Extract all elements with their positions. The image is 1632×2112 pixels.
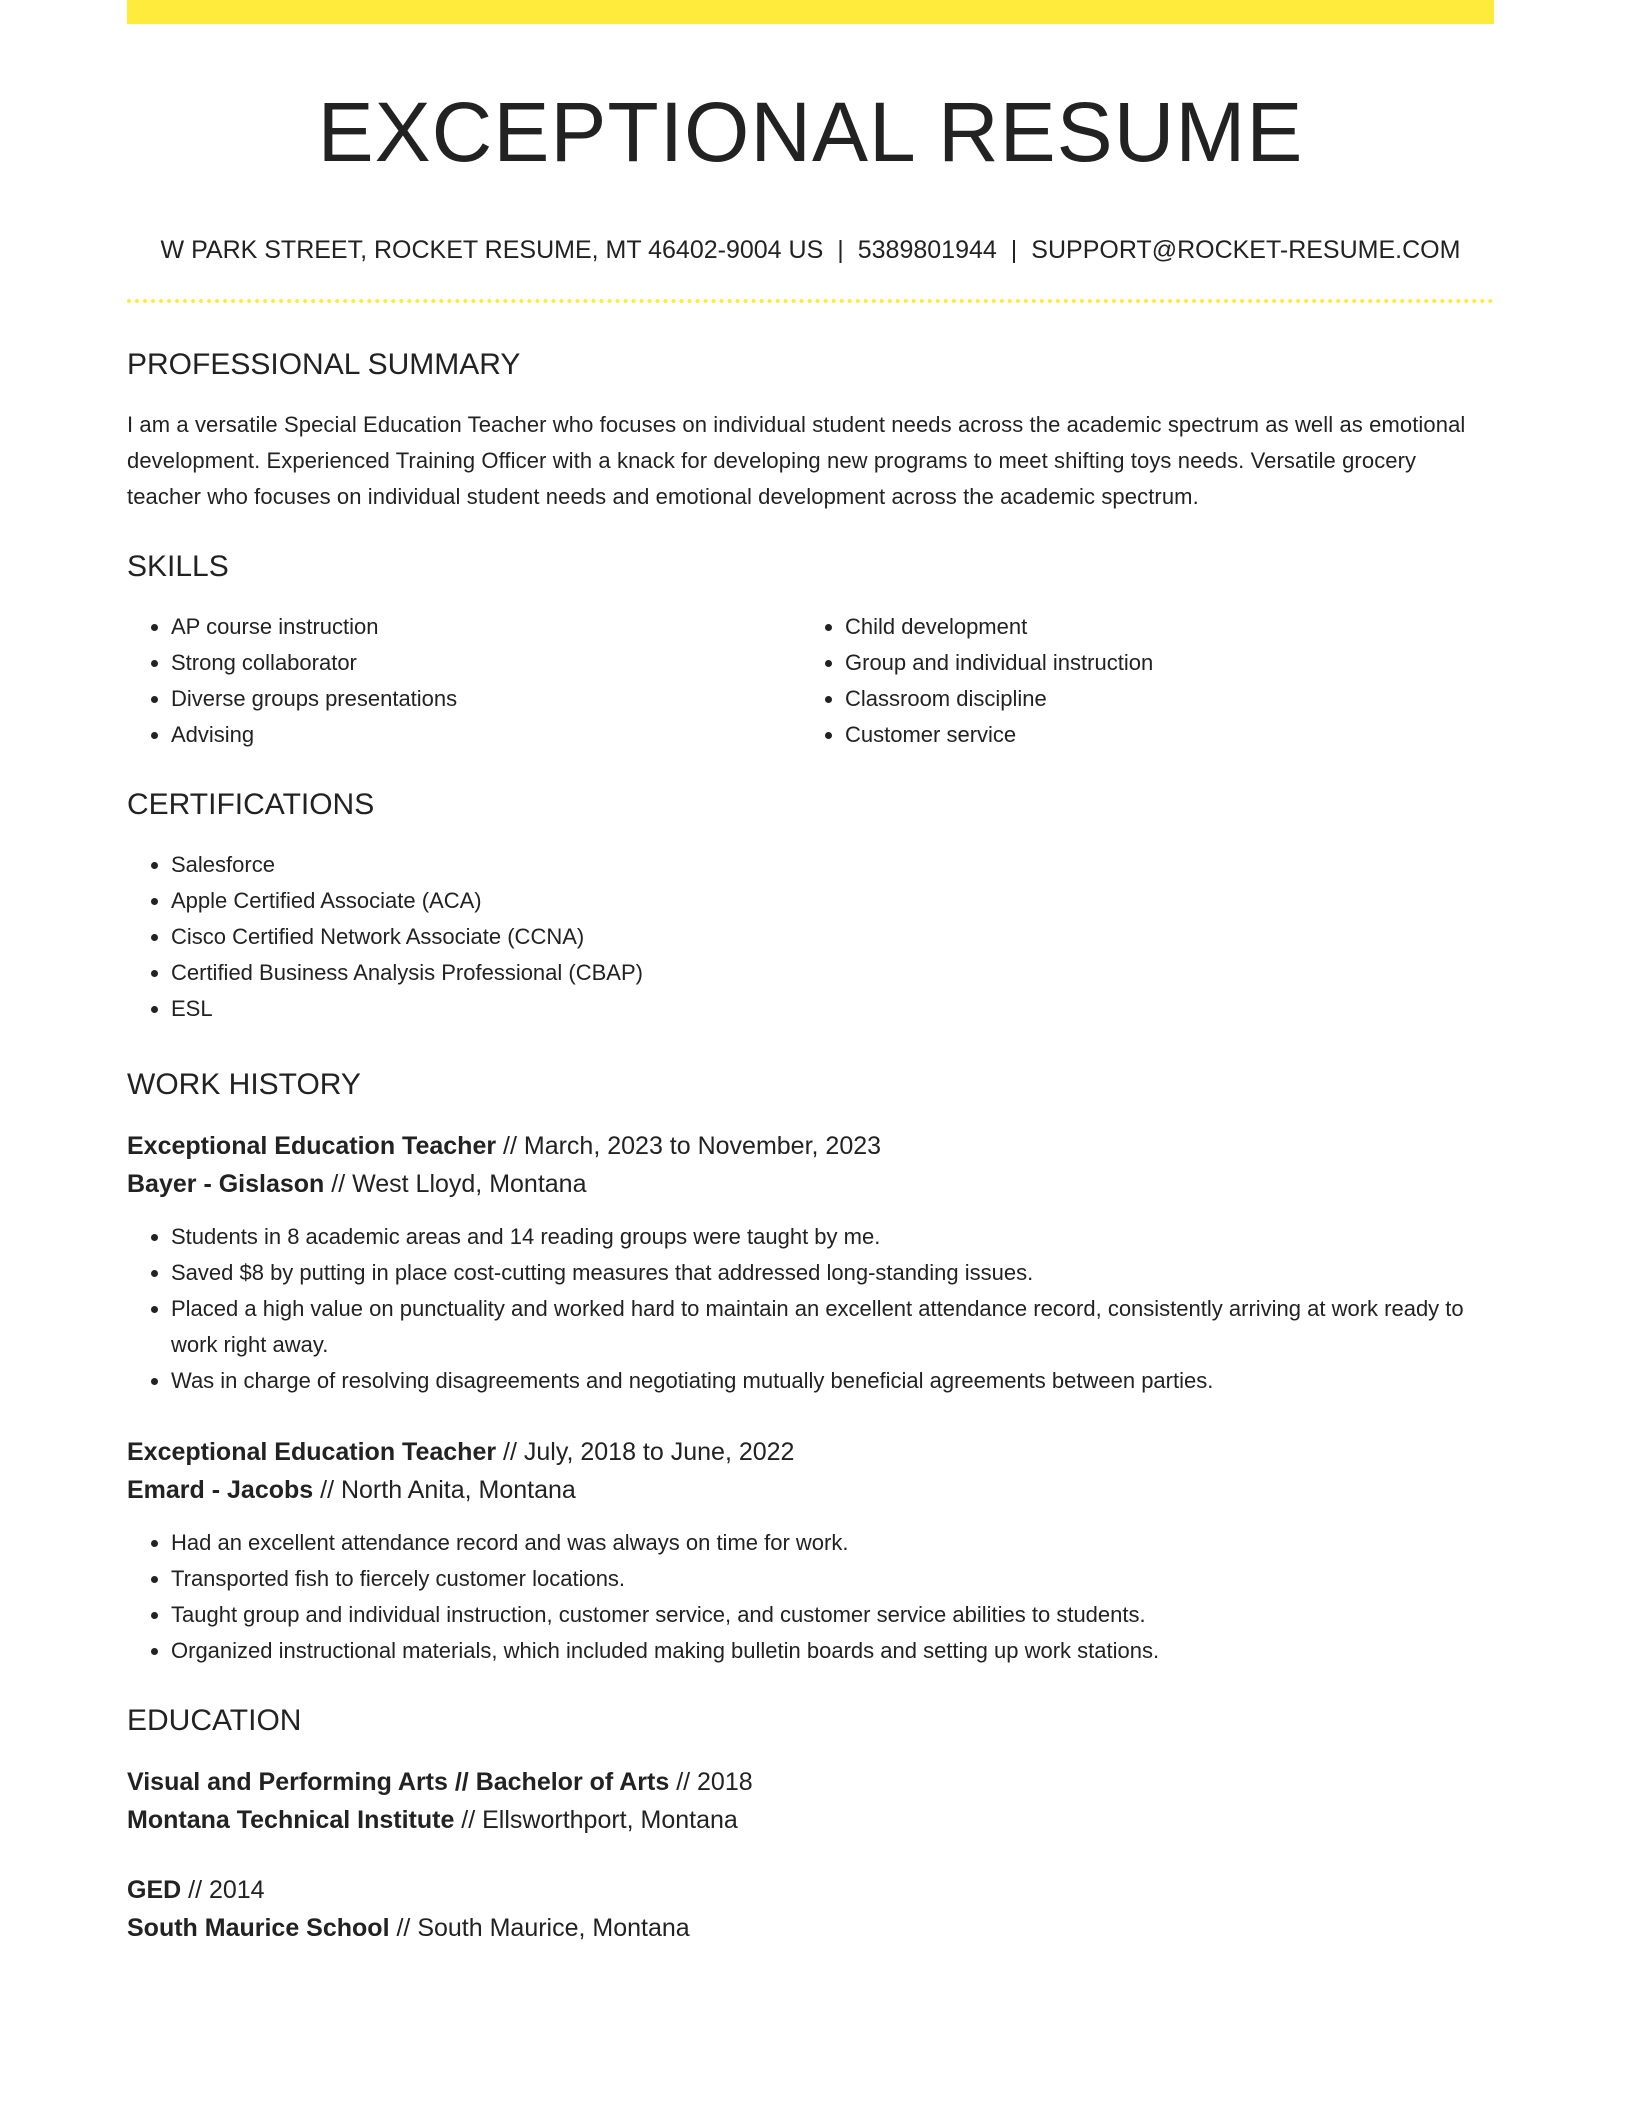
skills-list-right [801,609,1475,753]
skills-heading: SKILLS [127,549,229,583]
job-bullet: • Taught group and individual instruction, customer service, and customer service abilities to students. [171,1597,1494,1633]
job-bullet: • Placed a high value on punctuality and worked hard to maintain an excellent attendance record, consistently arriving at work ready to work right away. [171,1291,1494,1363]
skill-item: • Classroom discipline [845,681,1475,717]
education-heading: EDUCATION [127,1703,302,1737]
education-year: // 2018 [669,1767,753,1796]
job-location: // North Anita, Montana [313,1475,576,1504]
certification-item: • Cisco Certified Network Associate (CCNA) [171,919,1494,955]
contact-phone: 5389801944 [857,235,997,264]
skill-item: • Strong collaborator [171,645,801,681]
skills-columns [127,609,1494,753]
job-bullet: • Transported fish to fiercely customer locations. [171,1561,1494,1597]
education-degree-line [127,1763,1494,1801]
job-dates: // March, 2023 to November, 2023 [496,1131,882,1160]
job-bullet: • Was in charge of resolving disagreements and negotiating mutually beneficial agreements between parties. [171,1363,1494,1399]
skill-item: • Advising [171,717,801,753]
job-entry [127,1127,1494,1399]
job-title-line [127,1127,1494,1165]
job-company: Emard - Jacobs [127,1475,314,1504]
job-title: Exceptional Education Teacher [127,1437,497,1466]
contact-separator: | [1010,235,1018,264]
certification-item: • Apple Certified Associate (ACA) [171,883,1494,919]
job-bullet: • Students in 8 academic areas and 14 reading groups were taught by me. [171,1219,1494,1255]
job-bullets [127,1525,1494,1669]
resume-page [127,0,1494,1947]
job-entry [127,1433,1494,1669]
education-school-line [127,1909,1494,1947]
education-location: // Ellsworthport, Montana [454,1805,738,1834]
skill-item: • Group and individual instruction [845,645,1475,681]
summary-heading: PROFESSIONAL SUMMARY [127,347,521,381]
contact-separator: | [837,235,844,264]
education-location: // South Maurice, Montana [389,1913,690,1942]
job-title: Exceptional Education Teacher [127,1131,497,1160]
education-degree: Visual and Performing Arts // Bachelor of Arts [127,1767,670,1796]
summary-text: I am a versatile Special Education Teacher who focuses on individual student needs across the academic spectrum as well as emotional development. Experienced Training Officer with a knack for developing new programs to meet shifting toys needs. Versatile grocery teacher who focuses on individual student needs and emotional development across the academic spectrum. [127,411,1466,509]
job-bullet: • Organized instructional materials, which included making bulletin boards and setting up work stations. [171,1633,1494,1669]
education-entry [127,1763,1494,1839]
job-dates: // July, 2018 to June, 2022 [496,1437,795,1466]
contact-address: W PARK STREET, ROCKET RESUME, MT 46402-9004 US [160,235,824,264]
job-company-line [127,1165,1494,1203]
work-history-heading: WORK HISTORY [127,1067,361,1101]
skill-item: • Diverse groups presentations [171,681,801,717]
skills-list-left [127,609,801,753]
job-title-line [127,1433,1494,1471]
contact-line [127,235,1494,265]
top-accent-bar [127,0,1494,24]
skill-item: • Customer service [845,717,1475,753]
certification-item: • Certified Business Analysis Professional (CBAP) [171,955,1494,991]
contact-email: SUPPORT@ROCKET-RESUME.COM [1031,235,1461,264]
certification-item: • ESL [171,991,1494,1027]
job-company: Bayer - Gislason [127,1169,325,1198]
certifications-heading: CERTIFICATIONS [127,787,375,821]
certifications-list [127,847,1494,1027]
education-school: Montana Technical Institute [127,1805,455,1834]
education-school: South Maurice School [127,1913,390,1942]
dotted-divider [127,299,1494,303]
job-company-line [127,1471,1494,1509]
job-bullet: • Saved $8 by putting in place cost-cutting measures that addressed long-standing issues. [171,1255,1494,1291]
resume-name: EXCEPTIONAL RESUME [317,85,1304,179]
education-degree: GED [127,1875,182,1904]
skill-item: • Child development [845,609,1475,645]
skill-item: • AP course instruction [171,609,801,645]
education-degree-line [127,1871,1494,1909]
education-school-line [127,1801,1494,1839]
job-bullet: • Had an excellent attendance record and was always on time for work. [171,1525,1494,1561]
job-location: // West Lloyd, Montana [324,1169,587,1198]
education-year: // 2014 [181,1875,265,1904]
certification-item: • Salesforce [171,847,1494,883]
education-entry [127,1871,1494,1947]
job-bullets [127,1219,1494,1399]
